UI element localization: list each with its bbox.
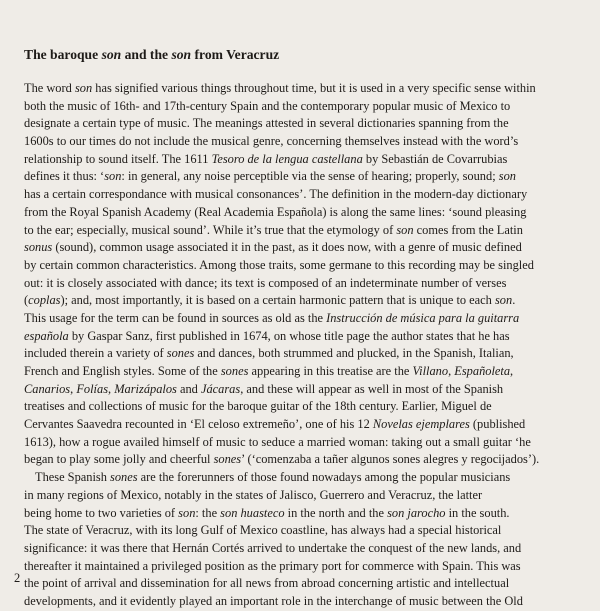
text-run: and <box>176 381 201 396</box>
text-line <box>24 558 584 576</box>
italic-text: Folías <box>76 381 109 396</box>
text-run: being home to two varieties of <box>24 505 179 520</box>
text-run: These Spanish <box>35 470 111 485</box>
section-heading <box>24 47 279 63</box>
text-line <box>24 204 584 222</box>
text-run: are the forerunners of those found nowadays among the popular musicians <box>137 470 511 485</box>
text-line <box>24 310 584 328</box>
text-run: out: it is closely associated with dance; its text is composed of an indeterminate number of verses <box>24 275 507 290</box>
italic-text: Canarios <box>24 381 71 396</box>
italic-text: son <box>494 293 513 308</box>
italic-text: Novelas ejemplares <box>372 417 470 432</box>
italic-text: Villano <box>412 364 449 378</box>
italic-text: Instrucción de música para la guitarra <box>326 310 520 325</box>
text-line <box>24 381 584 399</box>
italic-text: Tesoro de la lengua castellana <box>211 151 363 166</box>
text-line <box>24 292 584 310</box>
text-run: comes from the Latin <box>413 222 523 237</box>
text-run: and dances, both strummed and plucked, in the Spanish, Italian, <box>194 346 514 361</box>
italic-text: son <box>171 47 192 62</box>
text-run: ( <box>24 293 29 308</box>
italic-text: son <box>498 169 516 184</box>
text-run: The baroque <box>24 47 102 62</box>
italic-text: son <box>104 169 122 184</box>
text-line <box>24 451 584 469</box>
text-run: Cervantes Saavedra recounted in ‘El celoso extremeño’, one of his 12 <box>24 417 373 432</box>
text-line <box>24 328 584 346</box>
text-line <box>24 522 584 540</box>
text-run: ); and, most importantly, it is based on a certain harmonic pattern that is unique to each <box>60 293 495 308</box>
text-line <box>24 115 584 133</box>
italic-text: sonus <box>24 240 53 255</box>
text-run: by certain common characteristics. Among those traits, some germane to this recording may be singled <box>24 257 534 272</box>
text-line <box>24 80 584 98</box>
italic-text: coplas <box>28 293 61 308</box>
text-run: by Sebastián de Covarrubias <box>362 151 508 166</box>
text-run: French and English styles. Some of the <box>24 364 221 378</box>
italic-text: son <box>74 81 93 95</box>
italic-text: sones <box>166 346 195 361</box>
text-run: : in general, any noise perceptible via the sense of hearing; properly, sound; <box>121 169 499 184</box>
text-line <box>24 151 584 169</box>
italic-text: sones <box>220 364 249 378</box>
text-line <box>24 133 584 151</box>
text-run: : the <box>195 505 221 520</box>
italic-text: son <box>178 505 196 520</box>
text-line <box>24 487 584 505</box>
text-run: included therein a variety of <box>24 346 167 361</box>
text-line <box>24 257 584 275</box>
italic-text: son <box>396 222 414 237</box>
text-run: (published <box>469 417 526 432</box>
text-line <box>24 363 584 381</box>
text-run: by Gaspar Sanz, first published in 1674, on whose title page the author states that he has <box>68 328 510 343</box>
italic-text: Marizápalos <box>114 381 177 396</box>
text-run: designate a certain type of music. The meanings attested in several dictionaries spanning from the <box>24 116 509 131</box>
text-run: , <box>70 381 77 396</box>
text-line <box>24 398 584 416</box>
italic-text: sones <box>213 452 242 467</box>
text-run: , <box>108 381 115 396</box>
italic-text: española <box>24 328 69 343</box>
body-text <box>24 80 584 611</box>
text-run: , <box>510 364 514 378</box>
text-run: the point of arrival and dissemination for all news from abroad concerning artistic and intellectual <box>24 576 510 591</box>
text-run: 1613), how a rogue availed himself of music to seduce a married woman: taking out a small guitar ‘he <box>24 434 531 449</box>
text-run: , and these will appear as well in most of the Spanish <box>240 381 504 396</box>
text-run: in many regions of Mexico, notably in the states of Jalisco, Guerrero and Veracruz, the latter <box>24 487 483 502</box>
text-run: The state of Veracruz, with its long Gulf of Mexico coastline, has always had a special historical <box>24 523 502 538</box>
text-line <box>24 540 584 558</box>
italic-text: son jarocho <box>387 505 446 520</box>
text-run: has signified various things throughout time, but it is used in a very specific sense within <box>92 81 536 95</box>
text-run: to the ear; especially, musical sound’. While it’s true that the etymology of <box>24 222 397 237</box>
italic-text: sones <box>110 470 138 485</box>
text-line <box>24 345 584 363</box>
text-line <box>24 222 584 240</box>
text-line <box>24 575 584 593</box>
text-run: both the music of 16th- and 17th-century Spain and the contemporary popular music of Mexico to <box>24 98 511 113</box>
text-run: from Veracruz <box>191 47 280 62</box>
italic-text: son huasteco <box>220 505 285 520</box>
text-run: has a certain correspondance with musical consonances’. The definition in the modern-day dictionary <box>24 187 528 202</box>
text-run: . <box>512 293 516 308</box>
text-run: and the <box>121 47 172 62</box>
text-line <box>24 98 584 116</box>
text-line <box>24 275 584 293</box>
text-run: The word <box>24 81 75 95</box>
text-run: appearing in this treatise are the <box>248 364 413 378</box>
text-line <box>24 239 584 257</box>
text-line <box>24 469 584 487</box>
italic-text: son <box>101 47 122 62</box>
text-run: treatises and collections of music for the baroque guitar of the 18th century. Earlier, Miguel de <box>24 399 492 414</box>
text-run: began to play some jolly and cheerful <box>24 452 214 467</box>
text-run: in the north and the <box>284 505 388 520</box>
italic-text: Jácaras <box>200 381 241 396</box>
text-run: defines it thus: ‘ <box>24 169 105 184</box>
italic-text: Españoleta <box>454 364 511 378</box>
text-run: This usage for the term can be found in sources as old as the <box>24 310 327 325</box>
text-run: significance: it was there that Hernán Cortés arrived to undertake the conquest of the new lands, and <box>24 540 522 555</box>
text-line <box>24 434 584 452</box>
text-run: thereafter it maintained a privileged position as the primary port for commerce with Spain. This was <box>24 558 521 573</box>
text-run: ’ (‘comenzaba a tañer algunos sones alegres y regocijados’). <box>241 452 540 467</box>
text-run: in the south. <box>445 505 510 520</box>
text-line <box>24 416 584 434</box>
text-line <box>24 593 584 611</box>
text-run: , <box>448 364 455 378</box>
page-number: 2 <box>14 571 21 585</box>
text-run: developments, and it evidently played an important role in the interchange of music between the Old <box>24 593 523 608</box>
text-run: from the Royal Spanish Academy (Real Academia Española) is along the same lines: ‘sound pleasing <box>24 204 527 219</box>
text-line <box>24 168 584 186</box>
text-run: relationship to sound itself. The 1611 <box>24 151 212 166</box>
text-run: 1600s to our times do not include the musical genre, concerning themselves instead with the word’s <box>24 134 519 149</box>
text-line <box>24 505 584 523</box>
text-run: (sound), common usage associated it in the past, as it does now, with a genre of music defined <box>52 240 522 255</box>
text-line <box>24 186 584 204</box>
